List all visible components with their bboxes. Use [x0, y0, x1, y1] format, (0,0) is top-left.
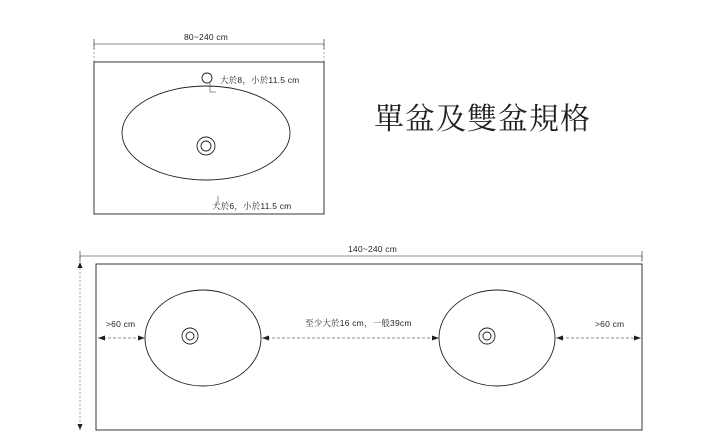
single-basin-drain-outer [197, 137, 215, 155]
single-basin-top-gap-label: 大於8，小於11.5 cm [220, 75, 300, 85]
double-basin-right-edge-arrow-right [634, 336, 641, 341]
double-basin-right-drain-inner [483, 332, 491, 340]
double-basin-right-edge-label: >60 cm [595, 319, 625, 329]
single-basin-bowl-outline [122, 86, 290, 180]
double-basin-left-edge-label: >60 cm [106, 319, 136, 329]
double-basin-countertop-outline [96, 264, 642, 430]
page-title: 單盆及雙盆規格 [374, 102, 591, 137]
double-basin-right-drain-outer [479, 328, 495, 344]
double-basin-center-gap-arrow-right [432, 336, 439, 341]
double-basin-left-edge-arrow-start [98, 336, 105, 341]
single-basin-group [94, 39, 324, 214]
double-basin-center-gap-label: 至少大於16 cm，一般39cm [305, 318, 412, 328]
single-basin-drain-inner [201, 141, 211, 151]
double-basin-group [78, 251, 643, 430]
double-basin-left-drain-outer [182, 328, 198, 344]
double-basin-left-edge-arrow-end [138, 336, 145, 341]
single-basin-bottom-gap-label: 大於6，小於11.5 cm [212, 201, 292, 211]
single-basin-width-label: 80~240 cm [184, 32, 229, 42]
double-basin-right-edge-arrow-left [556, 336, 563, 341]
double-basin-center-gap-arrow-left [262, 336, 269, 341]
double-basin-left-vertical-arrow-bottom [78, 424, 83, 430]
single-basin-faucet-hole [202, 73, 212, 83]
double-basin-left-vertical-arrow-top [78, 262, 83, 268]
double-basin-left-drain-inner [186, 332, 194, 340]
double-basin-right-bowl-outline [439, 290, 555, 386]
double-basin-left-bowl-outline [145, 290, 261, 386]
double-basin-width-label: 140~240 cm [348, 244, 398, 254]
